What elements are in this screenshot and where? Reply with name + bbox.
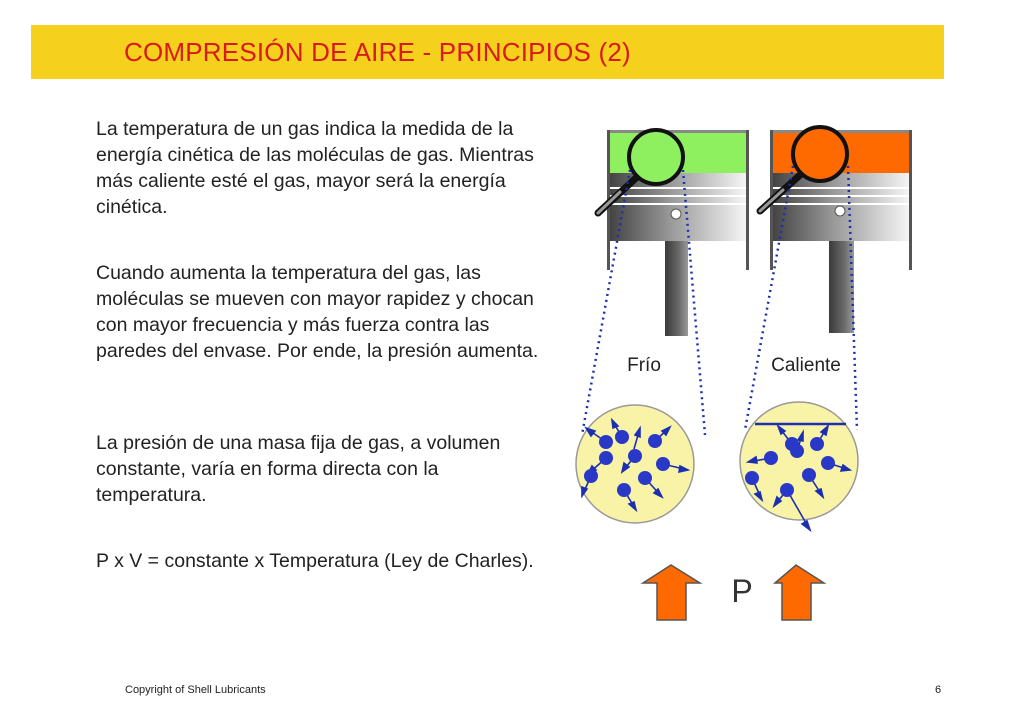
hot-label: Caliente xyxy=(771,355,841,376)
hot-piston-rod xyxy=(829,241,854,333)
paragraph-formula: P x V = constante x Temperatura (Ley de Charles). xyxy=(96,550,534,572)
paragraph-pressure-increase: Cuando aumenta la temperatura del gas, las moléculas se mueven con mayor rapidez y chocan con mayor frecuencia y más fuerza contra las paredes del envase. Por ende, la presión aumenta. xyxy=(96,262,539,362)
paragraph-temperature: La temperatura de un gas indica la medida de la energía cinética de las moléculas de gas. Mientras más caliente esté el gas, mayor será la energía cinética. xyxy=(96,118,534,218)
paragraph-fixed-mass: La presión de una masa fija de gas, a volumen constante, varía en forma directa con la temperatura. xyxy=(96,432,501,506)
temperature-up-arrow-icon xyxy=(775,565,824,620)
cold-label: Frío xyxy=(627,355,661,376)
pressure-up-arrow-icon xyxy=(643,565,700,620)
pressure-label: P xyxy=(731,573,753,609)
footer-copyright: Copyright of Shell Lubricants xyxy=(125,684,266,696)
cold-molecule-view xyxy=(576,405,694,523)
slide-title: COMPRESIÓN DE AIRE - PRINCIPIOS (2) xyxy=(124,37,631,67)
page-number: 6 xyxy=(935,684,942,696)
hot-molecule-view xyxy=(740,402,858,530)
cold-piston-rod xyxy=(665,241,688,336)
